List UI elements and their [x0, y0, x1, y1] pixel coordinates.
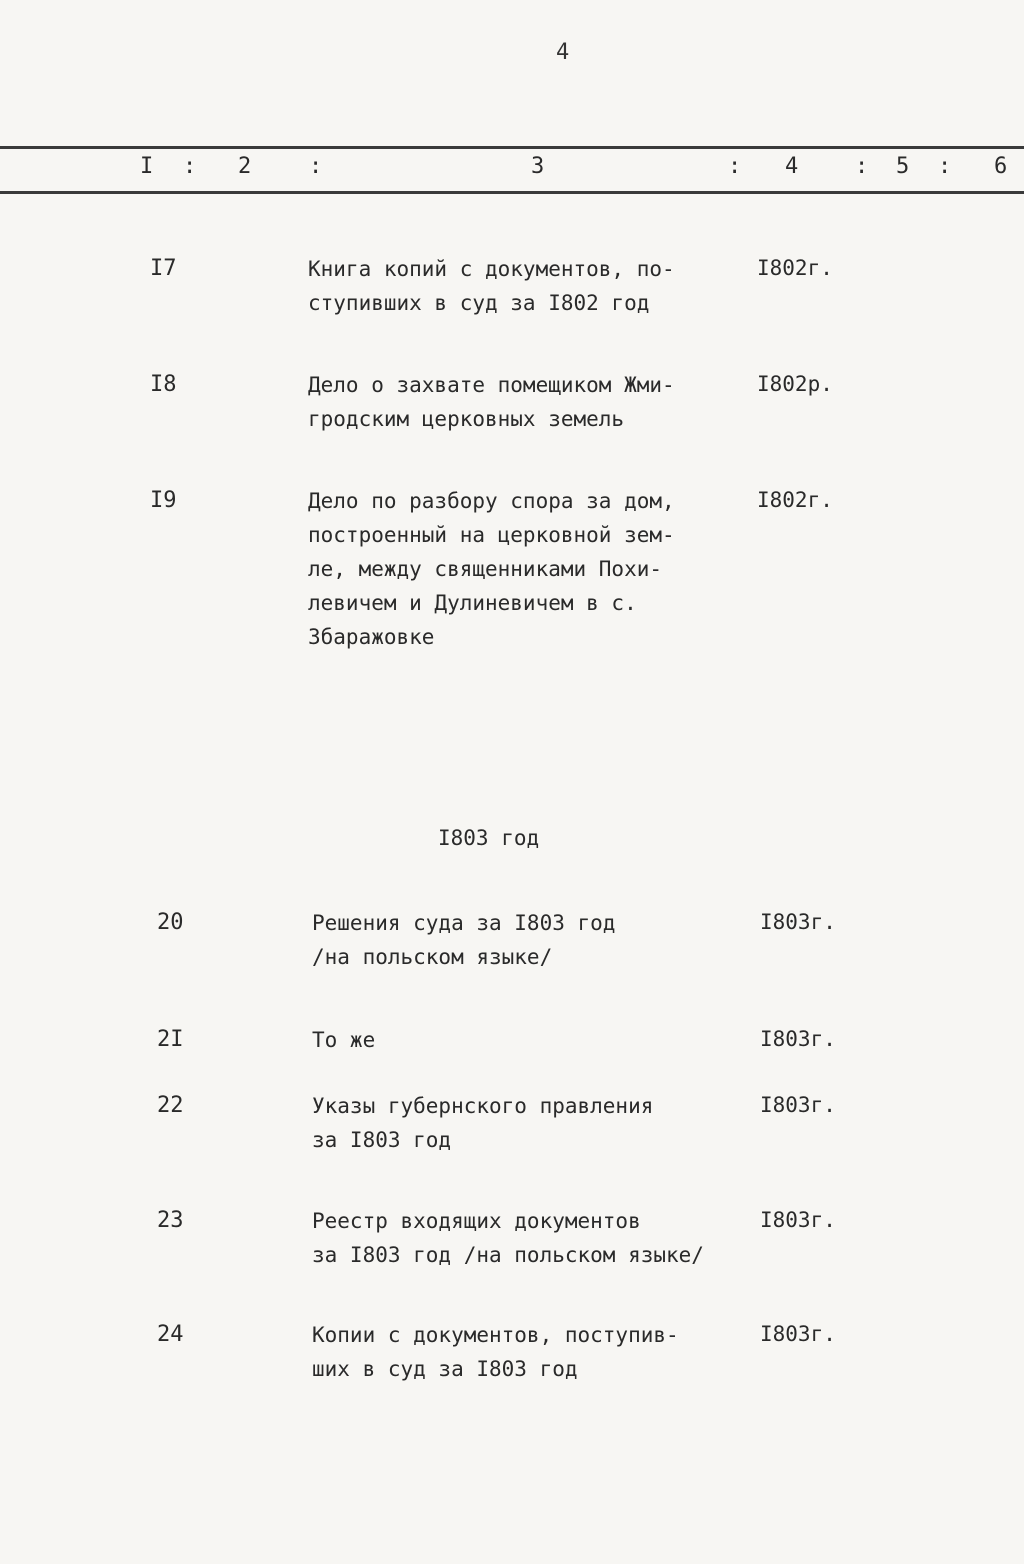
- item-date: I803г.: [760, 1208, 836, 1232]
- column-separator: :: [183, 154, 197, 179]
- item-date: I803г.: [760, 910, 836, 934]
- column-header-3: 3: [531, 154, 545, 179]
- column-separator: :: [309, 154, 323, 179]
- column-separator: :: [855, 154, 869, 179]
- header-rule-bottom: [0, 191, 1024, 194]
- item-number: I8: [150, 372, 177, 397]
- section-heading: I803 год: [438, 826, 540, 850]
- item-number: 20: [157, 910, 184, 935]
- item-number: 2I: [157, 1027, 184, 1052]
- item-title: Дело о захвате помещиком Жми- гродским церковных земель: [308, 373, 675, 431]
- item-title: Указы губернского правления за I803 год: [312, 1094, 654, 1152]
- item-date: I802г.: [757, 256, 833, 280]
- item-date: I803г.: [760, 1093, 836, 1117]
- header-rule-top: [0, 146, 1024, 149]
- item-title: Решения суда за I803 год /на польском языке/: [312, 911, 616, 969]
- item-title: То же: [312, 1028, 376, 1052]
- item-number: 23: [157, 1208, 184, 1233]
- item-date: I802р.: [757, 372, 833, 396]
- item-date: I803г.: [760, 1027, 836, 1051]
- column-header-6: 6: [994, 154, 1008, 179]
- column-separator: :: [728, 154, 742, 179]
- page-number: 4: [556, 40, 570, 65]
- item-date: I802г.: [757, 488, 833, 512]
- item-number: I7: [150, 256, 177, 281]
- item-number: 24: [157, 1322, 184, 1347]
- item-number: 22: [157, 1093, 184, 1118]
- column-header-5: 5: [896, 154, 910, 179]
- item-title: Копии с документов, поступив- ших в суд за I803 год: [312, 1323, 679, 1381]
- item-title: Реестр входящих документов за I803 год /на польском языке/: [312, 1209, 704, 1267]
- item-number: I9: [150, 488, 177, 513]
- column-header-4: 4: [785, 154, 799, 179]
- item-title: Книга копий с документов, по- ступивших в суд за I802 год: [308, 257, 675, 315]
- column-header-1: I: [140, 154, 154, 179]
- column-separator: :: [938, 154, 952, 179]
- column-header-2: 2: [238, 154, 252, 179]
- item-date: I803г.: [760, 1322, 836, 1346]
- item-title: Дело по разбору спора за дом, построенный на церковной зем- ле, между священниками Похи- левичем и Дулиневичем в с. Збаражовке: [308, 489, 675, 649]
